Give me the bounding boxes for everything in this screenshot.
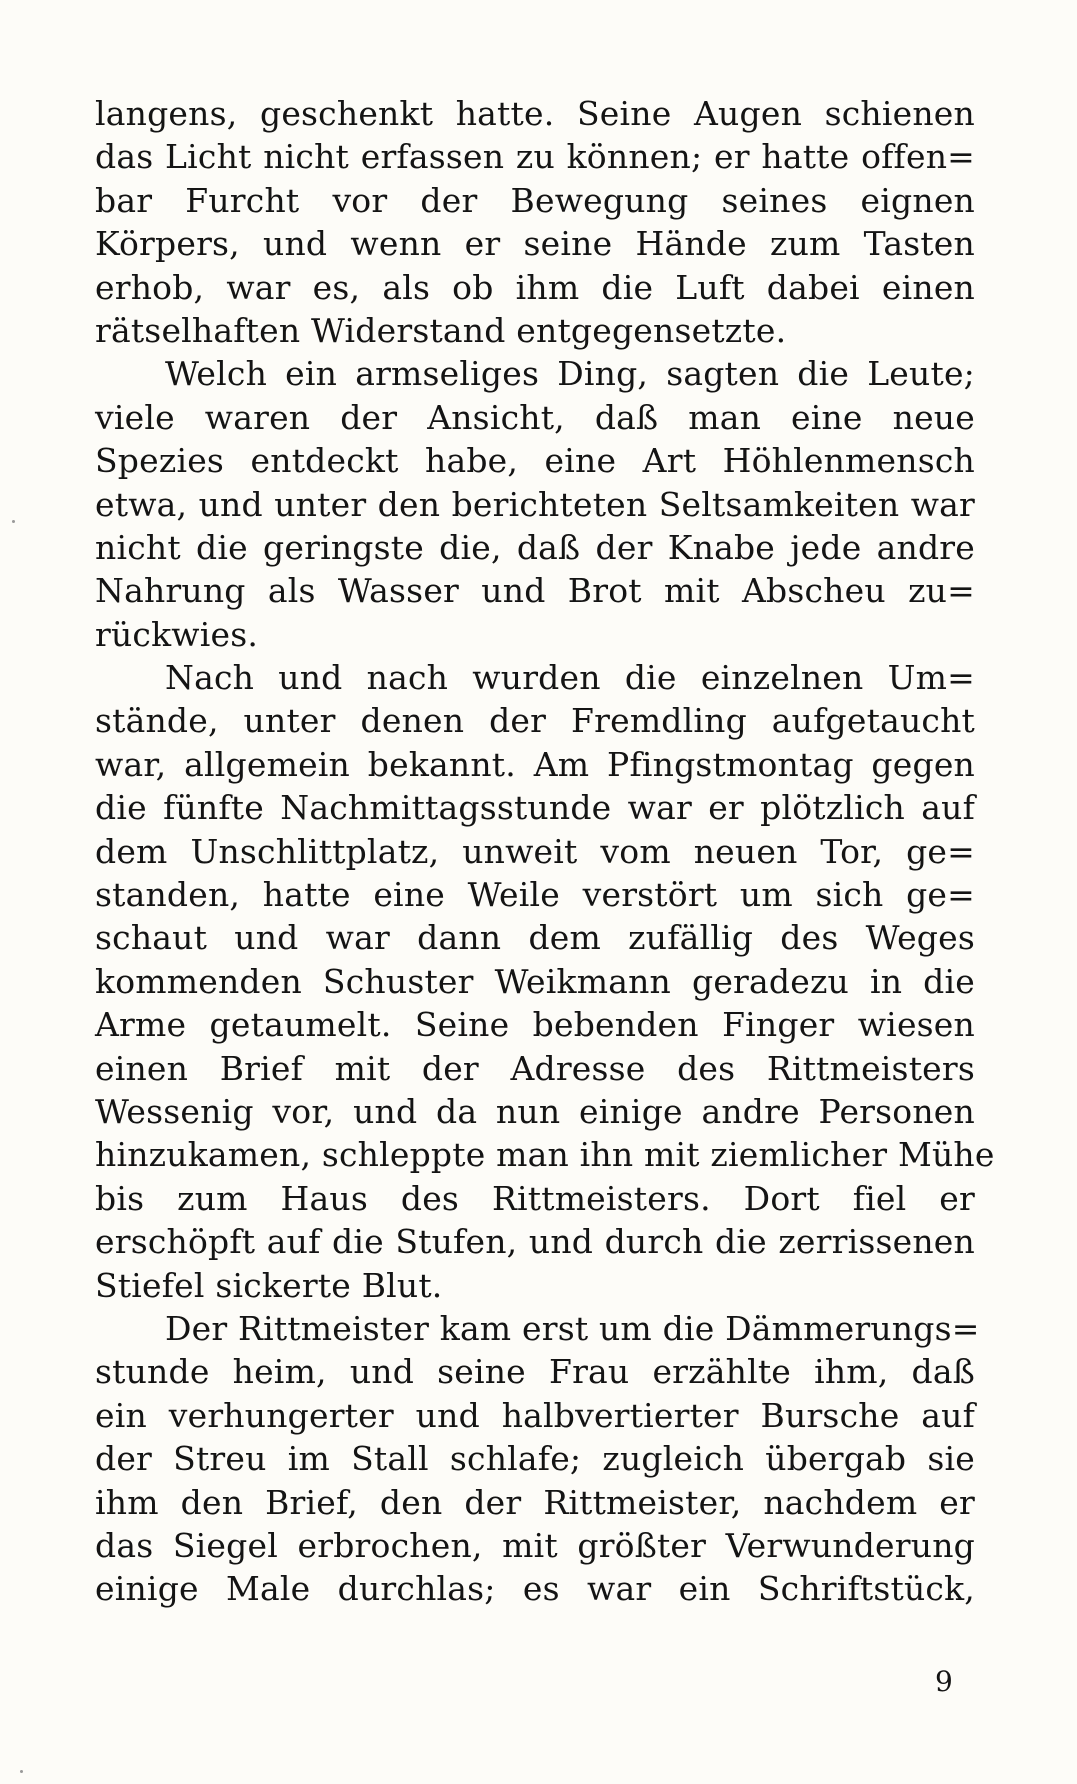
text-line: hinzukamen, schleppte man ihn mit ziemlicher Mühe — [95, 1135, 995, 1175]
text-line: nicht die geringste die, daß der Knabe jede andre — [95, 527, 975, 567]
scan-speck — [12, 520, 15, 523]
text-line: das Siegel erbrochen, mit größter Verwunderung — [95, 1525, 975, 1565]
text-line: das Licht nicht erfassen zu können; er hatte offen= — [95, 137, 975, 177]
text-line: kommenden Schuster Weikmann geradezu in die — [95, 961, 975, 1001]
text-line: etwa, und unter den berichteten Seltsamkeiten war — [95, 484, 975, 524]
text-line: war, allgemein bekannt. Am Pfingstmontag gegen — [95, 744, 975, 784]
text-line: erschöpft auf die Stufen, und durch die zerrissenen — [95, 1222, 975, 1262]
text-line: einige Male durchlas; es war ein Schriftstück, — [95, 1569, 975, 1609]
text-line: Nach und nach wurden die einzelnen Um= — [165, 658, 975, 698]
text-line: Spezies entdeckt habe, eine Art Höhlenmensch — [95, 441, 975, 481]
text-line: Arme getaumelt. Seine bebenden Finger wiesen — [95, 1005, 975, 1045]
text-line: Körpers, und wenn er seine Hände zum Tasten — [95, 224, 975, 264]
text-line: stunde heim, und seine Frau erzählte ihm, daß — [95, 1352, 975, 1392]
text-line: erhob, war es, als ob ihm die Luft dabei einen — [95, 267, 975, 307]
text-line: standen, hatte eine Weile verstört um sich ge= — [95, 875, 975, 915]
text-line: der Streu im Stall schlafe; zugleich übergab sie — [95, 1439, 975, 1479]
text-line: Stiefel sickerte Blut. — [95, 1265, 443, 1305]
text-line: langens, geschenkt hatte. Seine Augen schienen — [95, 94, 975, 133]
text-line: Der Rittmeister kam erst um die Dämmerungs= — [165, 1308, 980, 1348]
text-line: viele waren der Ansicht, daß man eine neue — [95, 397, 975, 437]
text-line: die fünfte Nachmittagsstunde war er plötzlich auf — [95, 788, 975, 828]
text-line: einen Brief mit der Adresse des Rittmeisters — [95, 1048, 975, 1088]
text-line: ein verhungerter und halbvertierter Bursche auf — [95, 1395, 975, 1435]
text-line: bis zum Haus des Rittmeisters. Dort fiel er — [95, 1178, 975, 1218]
text-line: Wessenig vor, und da nun einige andre Personen — [95, 1091, 975, 1131]
text-line: rückwies. — [95, 614, 259, 654]
text-line: stände, unter denen der Fremdling aufgetaucht — [95, 701, 975, 741]
text-line: rätselhaften Widerstand entgegensetzte. — [95, 310, 787, 350]
text-line: Welch ein armseliges Ding, sagten die Leute; — [165, 354, 975, 394]
body-text — [95, 92, 995, 1611]
text-line: Nahrung als Wasser und Brot mit Abscheu zu= — [95, 571, 975, 611]
text-line: dem Unschlittplatz, unweit vom neuen Tor, ge= — [95, 831, 975, 871]
scan-speck — [20, 1770, 23, 1773]
text-line: schaut und war dann dem zufällig des Weges — [95, 918, 975, 958]
text-line: bar Furcht vor der Bewegung seines eignen — [95, 180, 975, 220]
page-number: 9 — [935, 1665, 953, 1698]
text-line: ihm den Brief, den der Rittmeister, nachdem er — [95, 1482, 975, 1522]
